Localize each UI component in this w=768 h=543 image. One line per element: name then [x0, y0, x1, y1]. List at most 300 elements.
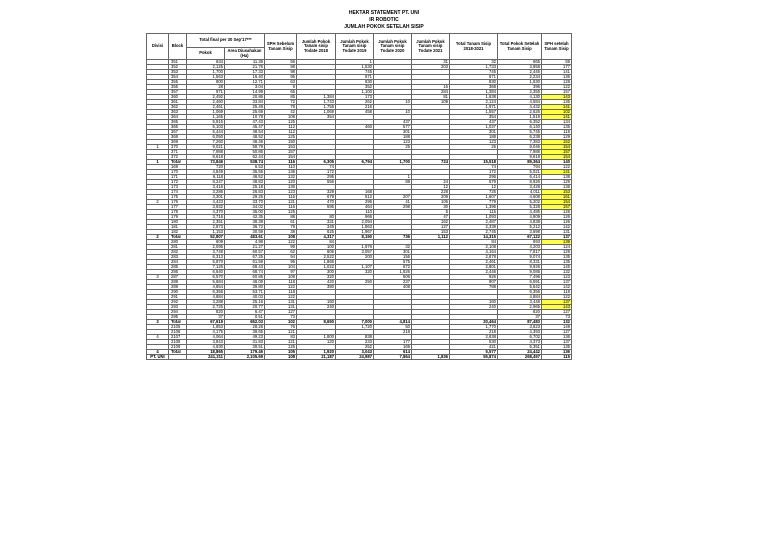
cell-pokok: 6,050 — [187, 135, 225, 140]
cell-sph: 116 — [265, 205, 297, 210]
cell-t2018: 625 — [297, 230, 336, 235]
cell-area: 48.09 — [225, 280, 265, 285]
cell-pokok: 5,103 — [187, 125, 225, 130]
cell-after: 4,393 — [498, 330, 542, 335]
cell-block: 362 — [169, 105, 187, 110]
cell-area: 6.47 — [225, 310, 265, 315]
header-pokok: Pokok — [187, 48, 225, 60]
cell-tot: 1,037 — [450, 125, 498, 130]
cell-t2018: 349 — [297, 225, 336, 230]
header-sph-before: SPH Sebelum Tanam Sisip — [265, 34, 297, 60]
cell-t2018: 556 — [297, 180, 336, 185]
cell-divisi: 1 — [147, 160, 169, 165]
cell-sph2: 127 — [542, 310, 572, 315]
cell-after: 820 — [498, 310, 542, 315]
cell-t2021: 284 — [412, 90, 450, 95]
cell-pokok: 634 — [187, 60, 225, 65]
cell-block: 280 — [169, 240, 187, 245]
cell-after: 5,642 — [498, 285, 542, 290]
cell-tot: 123 — [450, 140, 498, 145]
cell-sph2: 135 — [542, 260, 572, 265]
cell-sph2: 140 — [542, 160, 572, 165]
cell-area: 20.77 — [225, 305, 265, 310]
cell-sph: 118 — [265, 290, 297, 295]
cell-after: 6,352 — [498, 120, 542, 125]
cell-area: 35.55 — [225, 170, 265, 175]
cell-block: 289 — [169, 285, 187, 290]
cell-after: 396 — [498, 85, 542, 90]
cell-block: 182 — [169, 230, 187, 235]
cell-area: 40.03 — [225, 295, 265, 300]
cell-area: 36.72 — [225, 225, 265, 230]
cell-pokok: 1,153 — [187, 230, 225, 235]
cell-sph: 102 — [265, 320, 297, 325]
cell-area: 3.04 — [225, 85, 265, 90]
cell-area: 17.33 — [225, 70, 265, 75]
cell-sph2: 136 — [542, 335, 572, 340]
cell-pokok: 4,175 — [187, 330, 225, 335]
cell-after: 7,988 — [498, 150, 542, 155]
cell-area: 34.02 — [225, 205, 265, 210]
cell-t2019: 233 — [336, 340, 374, 345]
cell-after: 2,445 — [498, 70, 542, 75]
cell-area: 4.98 — [225, 240, 265, 245]
cell-t2021: 12 — [412, 185, 450, 190]
cell-area: 35.00 — [225, 210, 265, 215]
cell-t2018: 8,650 — [297, 320, 336, 325]
cell-t2018: 100 — [297, 245, 336, 250]
cell-after: 6,702 — [498, 335, 542, 340]
cell-t2018: 1,755 — [297, 105, 336, 110]
cell-sph: 98 — [265, 70, 297, 75]
cell-pokok: 2,125 — [187, 65, 225, 70]
cell-after: 4,485 — [498, 210, 542, 215]
cell-t2020: 301 — [374, 250, 412, 255]
cell-area: 14.99 — [225, 90, 265, 95]
cell-after: 9,618 — [498, 155, 542, 160]
cell-t2018: 1,800 — [297, 335, 336, 340]
cell-tot: 14,315 — [450, 235, 498, 240]
cell-pokok: 18,865 — [187, 350, 225, 355]
cell-after: 4,584 — [498, 100, 542, 105]
cell-t2020: 408 — [374, 285, 412, 290]
header-total-final: Total final per 30 Sep'17*** — [187, 34, 265, 48]
cell-sph: 9 — [265, 85, 297, 90]
cell-t2019: 1 — [336, 60, 374, 65]
cell-sph: 154 — [265, 155, 297, 160]
cell-t2019: 173 — [336, 95, 374, 100]
cell-sph2: 157 — [542, 90, 572, 95]
cell-tot: 5,577 — [450, 350, 498, 355]
cell-t2021: 162 — [412, 220, 450, 225]
cell-sph2: 136 — [542, 350, 572, 355]
cell-t2018: 6,305 — [297, 160, 336, 165]
cell-sph: 112 — [265, 125, 297, 130]
cell-t2018: 4,317 — [297, 235, 336, 240]
cell-t2020: 10 — [374, 100, 412, 105]
cell-t2018: 74 — [297, 165, 336, 170]
cell-after: 4,809 — [498, 215, 542, 220]
cell-tot: 437 — [450, 120, 498, 125]
cell-t2021: 203 — [412, 65, 450, 70]
cell-after: 4,884 — [498, 295, 542, 300]
cell-block: 365 — [169, 120, 187, 125]
cell-tot: 2,461 — [450, 260, 498, 265]
cell-pokok: 4,884 — [187, 295, 225, 300]
cell-t2019: 671 — [336, 75, 374, 80]
cell-tot: 354 — [450, 115, 498, 120]
cell-t2018: 380 — [297, 285, 336, 290]
cell-block: 372 — [169, 155, 187, 160]
cell-sph: 122 — [265, 295, 297, 300]
cell-divisi: 2 — [147, 200, 169, 205]
cell-t2018: 595 — [297, 205, 336, 210]
cell-t2019: 216 — [336, 105, 374, 110]
cell-sph: 56 — [265, 60, 297, 65]
cell-block: 173 — [169, 185, 187, 190]
cell-t2018: 240 — [297, 305, 336, 310]
cell-sph: 94 — [265, 255, 297, 260]
cell-sph2: 135 — [542, 100, 572, 105]
cell-block — [169, 355, 187, 360]
cell-area: 179.46 — [225, 350, 265, 355]
cell-block: Total — [169, 350, 187, 355]
cell-pokok: 820 — [187, 310, 225, 315]
cell-area: 49.23 — [225, 335, 265, 340]
cell-sph2: 132 — [542, 270, 572, 275]
cell-after: 6,238 — [498, 135, 542, 140]
cell-t2019: 3,043 — [336, 350, 374, 355]
cell-after: 5,021 — [498, 170, 542, 175]
cell-pokok: 720 — [187, 165, 225, 170]
cell-t2021: 153 — [412, 230, 450, 235]
cell-pokok: 52,807 — [187, 235, 225, 240]
cell-t2020: 298 — [374, 205, 412, 210]
cell-sph: 73 — [265, 315, 297, 320]
cell-area: 20.86 — [225, 95, 265, 100]
header-2019: Jumlah Pokok Tanam sisip Todate 2019 — [336, 34, 374, 60]
cell-sph2: 126 — [542, 215, 572, 220]
cell-after: 5,351 — [498, 345, 542, 350]
cell-sph2: 122 — [542, 165, 572, 170]
cell-t2018: 84 — [297, 240, 336, 245]
cell-tot: 1,557 — [450, 110, 498, 115]
cell-tot: 160 — [450, 300, 498, 305]
cell-sph: 63 — [265, 80, 297, 85]
cell-pokok: 241,311 — [187, 355, 225, 360]
cell-tot: 745 — [450, 70, 498, 75]
cell-pokok: 3,286 — [187, 190, 225, 195]
cell-sph: 131 — [265, 300, 297, 305]
cell-pokok: 4,423 — [187, 200, 225, 205]
cell-after: 8,926 — [498, 180, 542, 185]
cell-sph2: 142 — [542, 225, 572, 230]
cell-pokok: 609 — [187, 240, 225, 245]
cell-sph2: 153 — [542, 190, 572, 195]
table-body — [147, 60, 572, 360]
cell-sph: 123 — [265, 190, 297, 195]
cell-after: 6,591 — [498, 280, 542, 285]
cell-sph2: 124 — [542, 245, 572, 250]
cell-tot: 725 — [450, 190, 498, 195]
cell-t2018: 1,022 — [297, 265, 336, 270]
cell-block: 290 — [169, 290, 187, 295]
report-heading: JUMLAH POKOK SETELAH SISIP — [344, 24, 424, 30]
cell-after: 4,838 — [498, 220, 542, 225]
cell-block: 284 — [169, 260, 187, 265]
cell-after: 4,432 — [498, 105, 542, 110]
cell-block: Total — [169, 160, 187, 165]
cell-pokok: 3,932 — [187, 205, 225, 210]
cell-tot: 2,638 — [450, 335, 498, 340]
cell-sph2: 129 — [542, 250, 572, 255]
cell-sph2: 149 — [542, 325, 572, 330]
cell-after: 4,203 — [498, 245, 542, 250]
cell-sph: 116 — [265, 195, 297, 200]
header-2020: Jumlah Pokok Tanam sisip Todate 2020 — [374, 34, 412, 60]
cell-t2018: 80 — [297, 215, 336, 220]
cell-sph2: 161 — [542, 195, 572, 200]
cell-t2021: 16 — [412, 85, 450, 90]
cell-t2019: 3,057 — [336, 250, 374, 255]
cell-tot: 25 — [450, 145, 498, 150]
cell-t2020: 1 — [374, 175, 412, 180]
header-2021: Jumlah Pokok Tanam sisip Todate 2021 — [412, 34, 450, 60]
cell-block: 352 — [169, 65, 187, 70]
cell-sph2: 152 — [542, 140, 572, 145]
cell-sph2: 135 — [542, 345, 572, 350]
cell-sph2: 141 — [542, 105, 572, 110]
cell-after: 3,428 — [498, 185, 542, 190]
cell-sph: 125 — [265, 120, 297, 125]
cell-sph: 42 — [265, 110, 297, 115]
cell-block: 2105 — [169, 325, 187, 330]
cell-t2020: 188 — [374, 135, 412, 140]
cell-sph: 97 — [265, 270, 297, 275]
cell-t2020: 207 — [374, 195, 412, 200]
cell-area: 45.47 — [225, 125, 265, 130]
cell-sph: 127 — [265, 310, 297, 315]
cell-tot: 4,164 — [450, 250, 498, 255]
cell-sph: 108 — [265, 355, 297, 360]
cell-pokok: 971 — [187, 90, 225, 95]
report-subtitle: IR ROBOTIC — [369, 17, 399, 23]
cell-block: 291 — [169, 295, 187, 300]
cell-after: 9,046 — [498, 145, 542, 150]
cell-t2020: 1,826 — [374, 270, 412, 275]
cell-pokok: 1,165 — [187, 115, 225, 120]
cell-t2018: 2,522 — [297, 255, 336, 260]
cell-block: 175 — [169, 195, 187, 200]
cell-sph: 38 — [265, 230, 297, 235]
cell-tot: 1,396 — [450, 205, 498, 210]
cell-pokok: 3,288 — [187, 300, 225, 305]
cell-block: 176 — [169, 200, 187, 205]
cell-block: 353 — [169, 70, 187, 75]
header-area: Area Diusahakan (Ha) — [225, 48, 265, 60]
cell-pokok: 6,118 — [187, 175, 225, 180]
cell-tot: 788 — [450, 285, 498, 290]
cell-pokok: 67,619 — [187, 320, 225, 325]
cell-t2020: 169 — [374, 345, 412, 350]
cell-after: 268,457 — [498, 355, 542, 360]
cell-area: 48.54 — [225, 130, 265, 135]
cell-sph: 72 — [265, 100, 297, 105]
cell-block: 170 — [169, 170, 187, 175]
cell-t2018: 1,384 — [297, 95, 336, 100]
cell-block: 178 — [169, 210, 187, 215]
cell-block: 354 — [169, 75, 187, 80]
cell-t2020: 88 — [374, 180, 412, 185]
cell-tot: 188 — [450, 135, 498, 140]
cell-block: 2106 — [169, 330, 187, 335]
cell-t2020: 25 — [374, 145, 412, 150]
cell-sph: 121 — [265, 330, 297, 335]
cell-t2020: 672 — [374, 265, 412, 270]
cell-sph: 136 — [265, 185, 297, 190]
cell-t2019: 1,863 — [336, 225, 374, 230]
cell-pokok: 3,416 — [187, 185, 225, 190]
cell-block: 2108 — [169, 340, 187, 345]
cell-sph: 157 — [265, 150, 297, 155]
cell-after: 5,212 — [498, 225, 542, 230]
cell-t2021: 228 — [412, 190, 450, 195]
cell-sph: 131 — [265, 305, 297, 310]
cell-sph: 120 — [265, 180, 297, 185]
cell-block: 356 — [169, 85, 187, 90]
cell-sph: 112 — [265, 130, 297, 135]
cell-tot: 907 — [450, 280, 498, 285]
cell-area: 33.84 — [225, 100, 265, 105]
cell-pokok: 800 — [187, 80, 225, 85]
cell-area: 28.28 — [225, 325, 265, 330]
cell-sph: 131 — [265, 200, 297, 205]
cell-t2019: 2,094 — [336, 220, 374, 225]
cell-t2019: 1,107 — [336, 265, 374, 270]
cell-sph2: 73 — [542, 315, 572, 320]
cell-area: 61.59 — [225, 260, 265, 265]
cell-sph2: 141 — [542, 170, 572, 175]
cell-tot: 2,124 — [450, 100, 498, 105]
cell-area: 21.27 — [225, 245, 265, 250]
cell-t2018: 172 — [297, 170, 336, 175]
cell-sph2: 137 — [542, 235, 572, 240]
cell-after: 4,130 — [498, 95, 542, 100]
cell-divisi: 1 — [147, 145, 169, 150]
cell-area: 62.44 — [225, 155, 265, 160]
cell-sph: 95 — [265, 75, 297, 80]
report-title: HEKTAR STATEMENT PT. UNI — [348, 10, 420, 16]
cell-block: 364 — [169, 115, 187, 120]
cell-tot: 2,487 — [450, 220, 498, 225]
cell-pokok: 6,570 — [187, 275, 225, 280]
cell-area: 2,105.69 — [225, 355, 265, 360]
cell-tot: 830 — [450, 80, 498, 85]
cell-sph: 150 — [265, 140, 297, 145]
cell-after: 4,608 — [498, 195, 542, 200]
cell-sph: 99 — [265, 245, 297, 250]
cell-pokok: 8,247 — [187, 180, 225, 185]
cell-block: 174 — [169, 190, 187, 195]
cell-block: 281 — [169, 245, 187, 250]
cell-tot: 1,384 — [450, 90, 498, 95]
cell-pokok: 3,716 — [187, 215, 225, 220]
cell-after: 37 — [498, 315, 542, 320]
cell-t2021: 81 — [412, 95, 450, 100]
cell-after: 5,202 — [498, 200, 542, 205]
cell-after: 2,965 — [498, 305, 542, 310]
cell-block: 361 — [169, 100, 187, 105]
cell-area: 58.79 — [225, 145, 265, 150]
header-block: Block — [169, 34, 187, 60]
cell-block: 293 — [169, 305, 187, 310]
cell-sph: 136 — [265, 170, 297, 175]
cell-divisi: 4 — [147, 335, 169, 340]
cell-block: 371 — [169, 150, 187, 155]
cell-after: 7,817 — [498, 250, 542, 255]
cell-pokok: 6,356 — [187, 290, 225, 295]
cell-after: 89,364 — [498, 160, 542, 165]
cell-divisi: 3 — [147, 275, 169, 280]
cell-block: 292 — [169, 300, 187, 305]
cell-t2019: 1,100 — [336, 90, 374, 95]
cell-after: 6,356 — [498, 290, 542, 295]
cell-t2021: 106 — [412, 200, 450, 205]
cell-sph: 95 — [265, 260, 297, 265]
cell-pokok: 5,915 — [187, 120, 225, 125]
table-row — [147, 355, 572, 360]
cell-sph2: 135 — [542, 125, 572, 130]
cell-tot: 2,878 — [450, 255, 498, 260]
cell-t2021: 109 — [412, 100, 450, 105]
cell-pokok: 4,370 — [187, 210, 225, 215]
cell-after: 7,496 — [498, 275, 542, 280]
cell-block: 169 — [169, 165, 187, 170]
cell-sph: 108 — [265, 115, 297, 120]
cell-t2020: 606 — [374, 275, 412, 280]
cell-pokok: 4,849 — [187, 170, 225, 175]
cell-after: 4,373 — [498, 340, 542, 345]
cell-sph2: 134 — [542, 120, 572, 125]
cell-area: 39.65 — [225, 330, 265, 335]
cell-sph2: 137 — [542, 280, 572, 285]
cell-t2019: 458 — [336, 110, 374, 115]
cell-after: 9,074 — [498, 255, 542, 260]
cell-sph: 78 — [265, 225, 297, 230]
cell-t2020: 614 — [374, 350, 412, 355]
cell-sph2: 118 — [542, 130, 572, 135]
cell-sph2: 154 — [542, 155, 572, 160]
cell-area: 38.39 — [225, 220, 265, 225]
cell-t2019: 296 — [336, 200, 374, 205]
cell-after: 8,331 — [498, 260, 542, 265]
cell-block: 171 — [169, 175, 187, 180]
cell-t2018: 1,866 — [297, 260, 336, 265]
cell-pokok: 3,748 — [187, 250, 225, 255]
cell-tot: 2,801 — [450, 265, 498, 270]
cell-tot: 1,971 — [450, 105, 498, 110]
cell-block: 357 — [169, 90, 187, 95]
cell-area: 6.53 — [225, 165, 265, 170]
cell-t2018: 329 — [297, 190, 336, 195]
cell-divisi: 3 — [147, 320, 169, 325]
cell-t2020: 4,814 — [374, 320, 412, 325]
cell-t2019: 1,530 — [336, 65, 374, 70]
cell-tot: 2,339 — [450, 225, 498, 230]
cell-pokok: 7,260 — [187, 140, 225, 145]
cell-block: 285 — [169, 265, 187, 270]
cell-sph: 121 — [265, 340, 297, 345]
